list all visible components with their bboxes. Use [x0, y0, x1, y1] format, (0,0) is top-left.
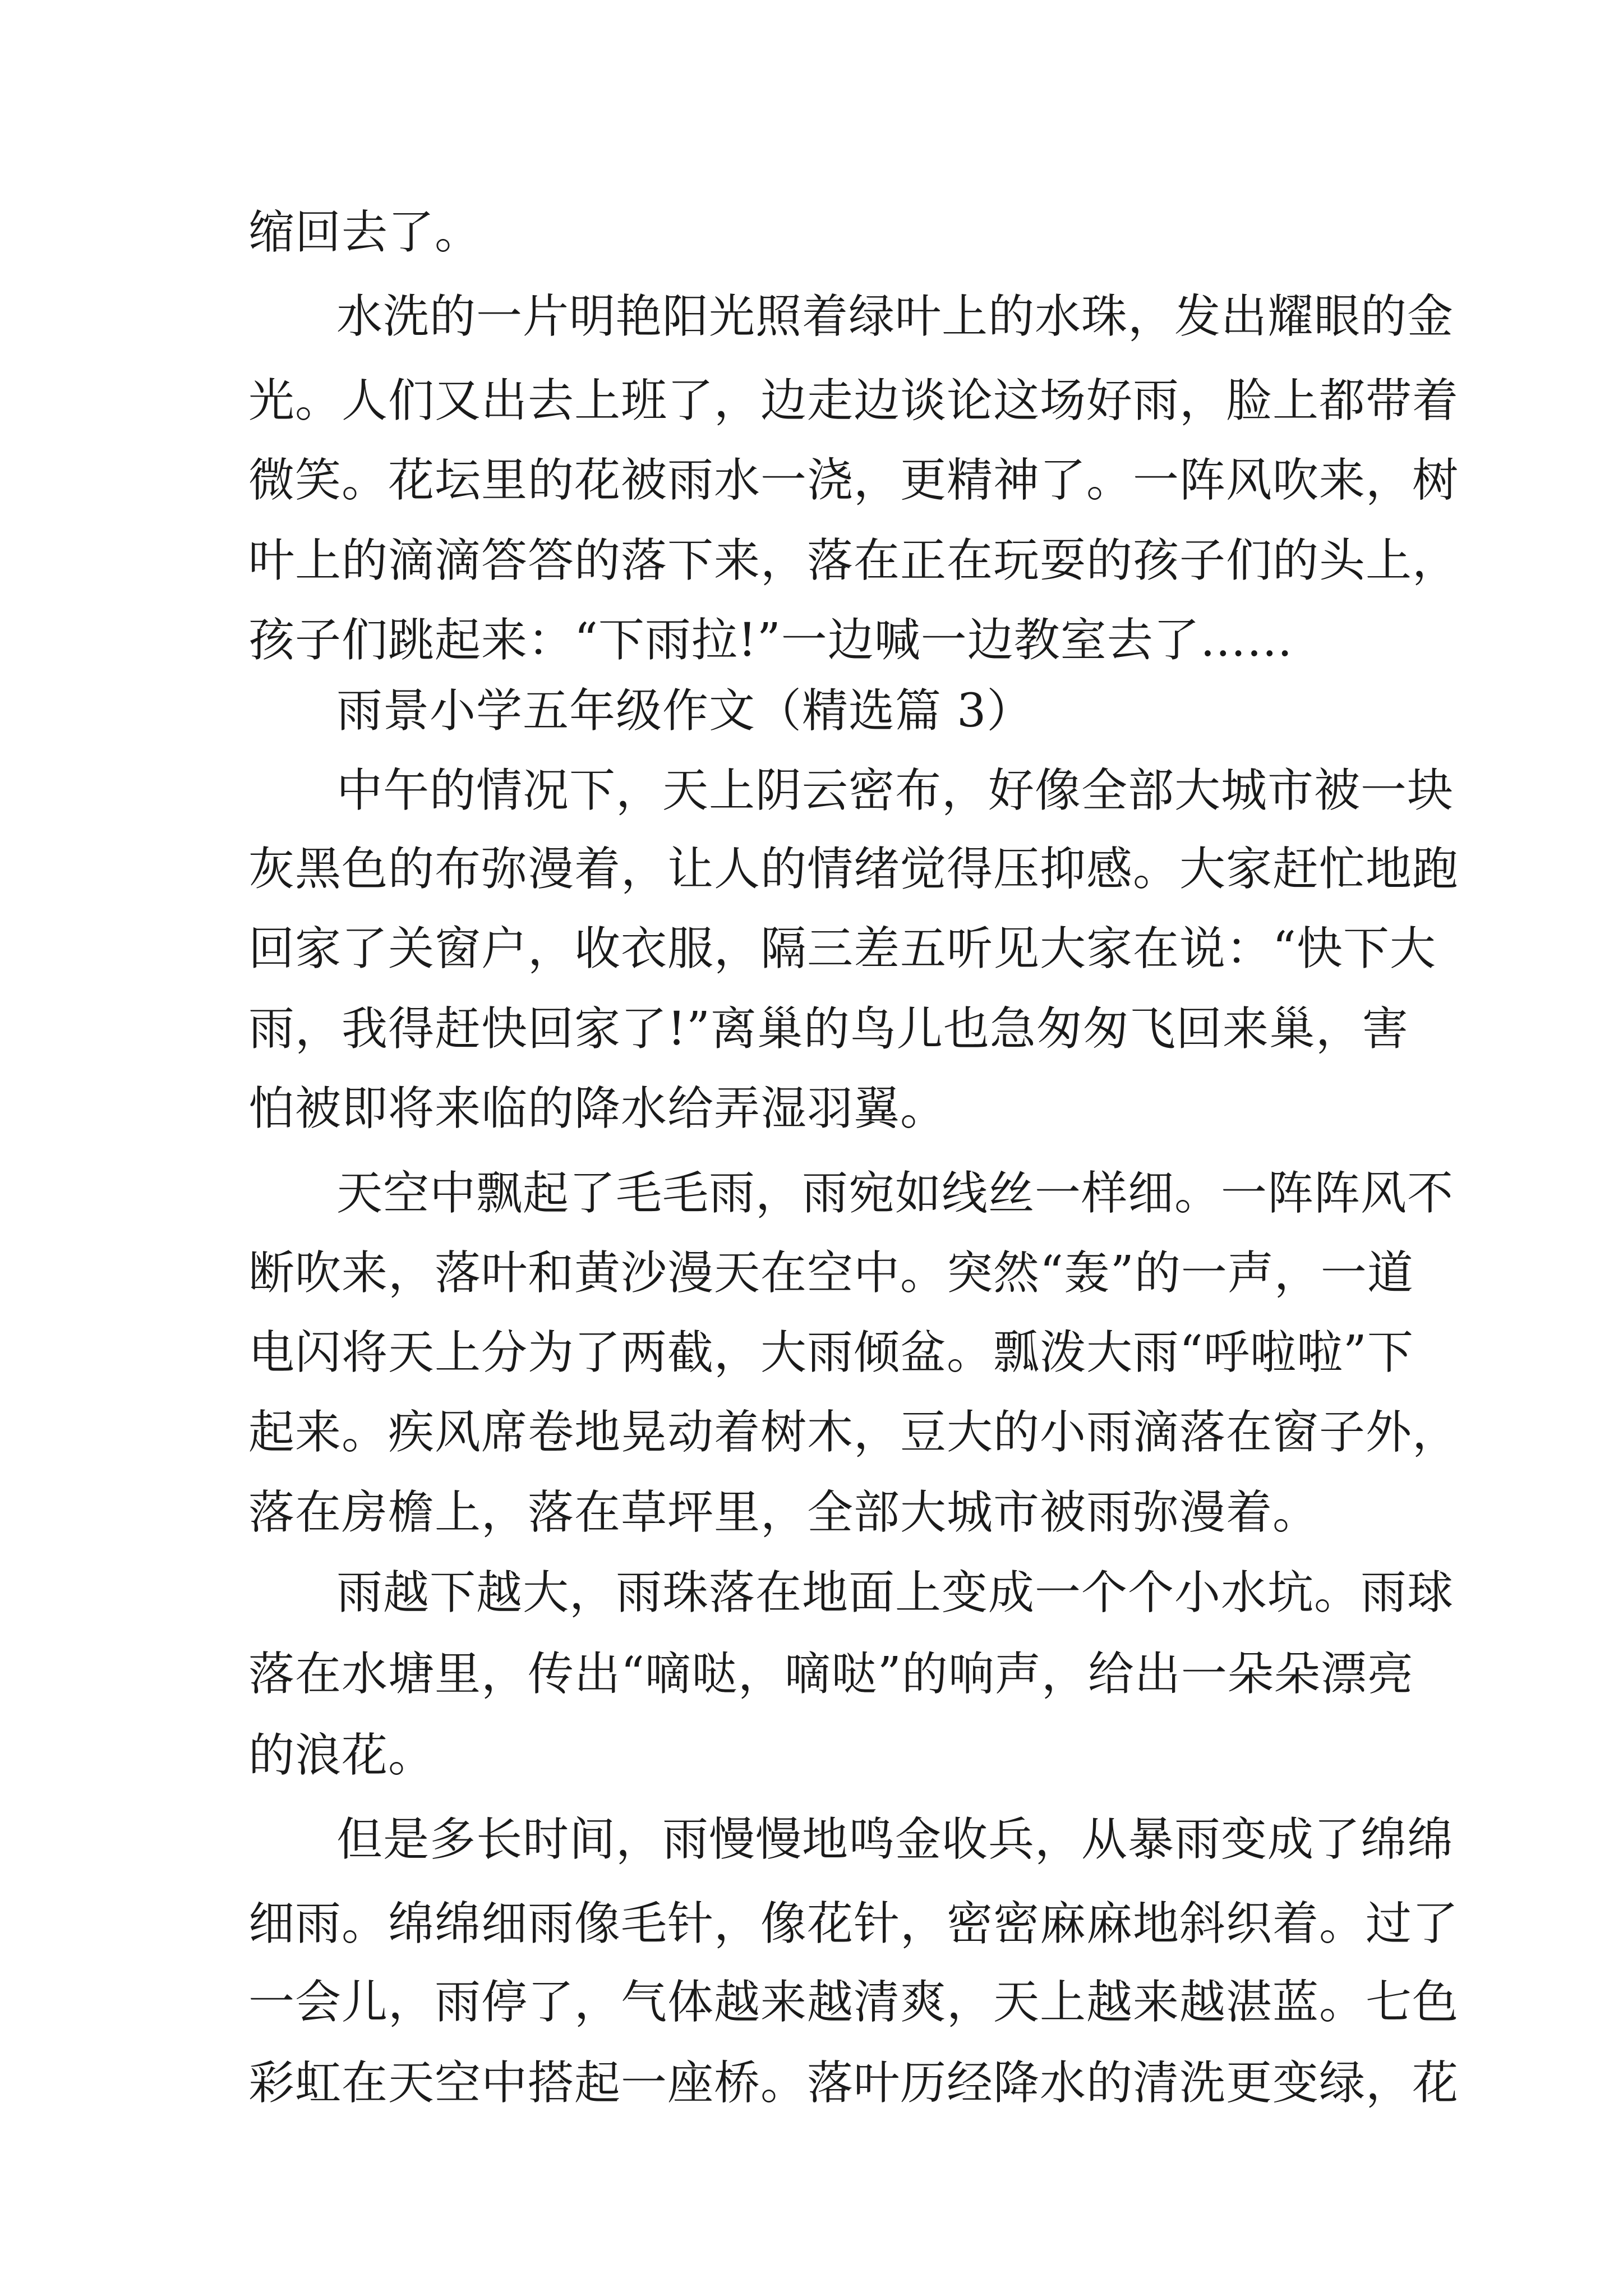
text-line: 落在房檐上，落在草坪里，全部大城市被雨弥漫着。: [248, 1486, 1320, 1539]
paragraph-first-line: 天空中飘起了毛毛雨，雨宛如线丝一样细。一阵阵风不: [336, 1167, 1454, 1220]
text-line: 光。人们又出去上班了，边走边谈论这场好雨，脸上都带着: [248, 374, 1459, 427]
text-line: 一会儿，雨停了，气体越来越清爽，天上越来越湛蓝。七色: [248, 1976, 1459, 2029]
paragraph-first-line: 水洗的一片明艳阳光照着绿叶上的水珠，发出耀眼的金: [336, 290, 1454, 343]
text-line: 起来。疾风席卷地晃动着树木，豆大的小雨滴落在窗子外，: [248, 1406, 1459, 1459]
text-line: 灰黑色的布弥漫着，让人的情绪觉得压抑感。大家赶忙地跑: [248, 843, 1459, 896]
text-line: 细雨。绵绵细雨像毛针，像花针，密密麻麻地斜织着。过了: [248, 1897, 1459, 1950]
paragraph-first-line: 但是多长时间，雨慢慢地鸣金收兵，从暴雨变成了绵绵: [336, 1813, 1454, 1866]
text-line: 缩回去了。: [248, 206, 482, 259]
paragraph-first-line: 雨越下越大，雨珠落在地面上变成一个个小水坑。雨球: [336, 1566, 1454, 1619]
section-heading: 雨景小学五年级作文（精选篇 3）: [336, 684, 1034, 738]
text-line: 孩子们跳起来：“下雨拉!”一边喊一边教室去了……: [248, 614, 1293, 667]
text-line: 电闪将天上分为了两截，大雨倾盆。瓢泼大雨“呼啦啦”下: [248, 1326, 1414, 1379]
text-line: 雨，我得赶快回家了!”离巢的鸟儿也急匆匆飞回来巢，害: [248, 1002, 1409, 1056]
text-line: 落在水塘里，传出“嘀哒，嘀哒”的响声，给出一朵朵漂亮: [248, 1648, 1414, 1701]
text-line: 断吹来，落叶和黄沙漫天在空中。突然“轰”的一声，一道: [248, 1246, 1414, 1300]
text-line: 叶上的滴滴答答的落下来，落在正在玩耍的孩子们的头上，: [248, 534, 1459, 587]
text-line: 回家了关窗户，收衣服，隔三差五听见大家在说：“快下大: [248, 922, 1436, 976]
text-line: 彩虹在天空中搭起一座桥。落叶历经降水的清洗更变绿，花: [248, 2056, 1459, 2110]
text-line: 微笑。花坛里的花被雨水一浇，更精神了。一阵风吹来，树: [248, 454, 1459, 507]
paragraph-first-line: 中午的情况下，天上阴云密布，好像全部大城市被一块: [336, 764, 1454, 817]
text-line: 的浪花。: [248, 1729, 435, 1782]
text-line: 怕被即将来临的降水给弄湿羽翼。: [248, 1082, 947, 1135]
